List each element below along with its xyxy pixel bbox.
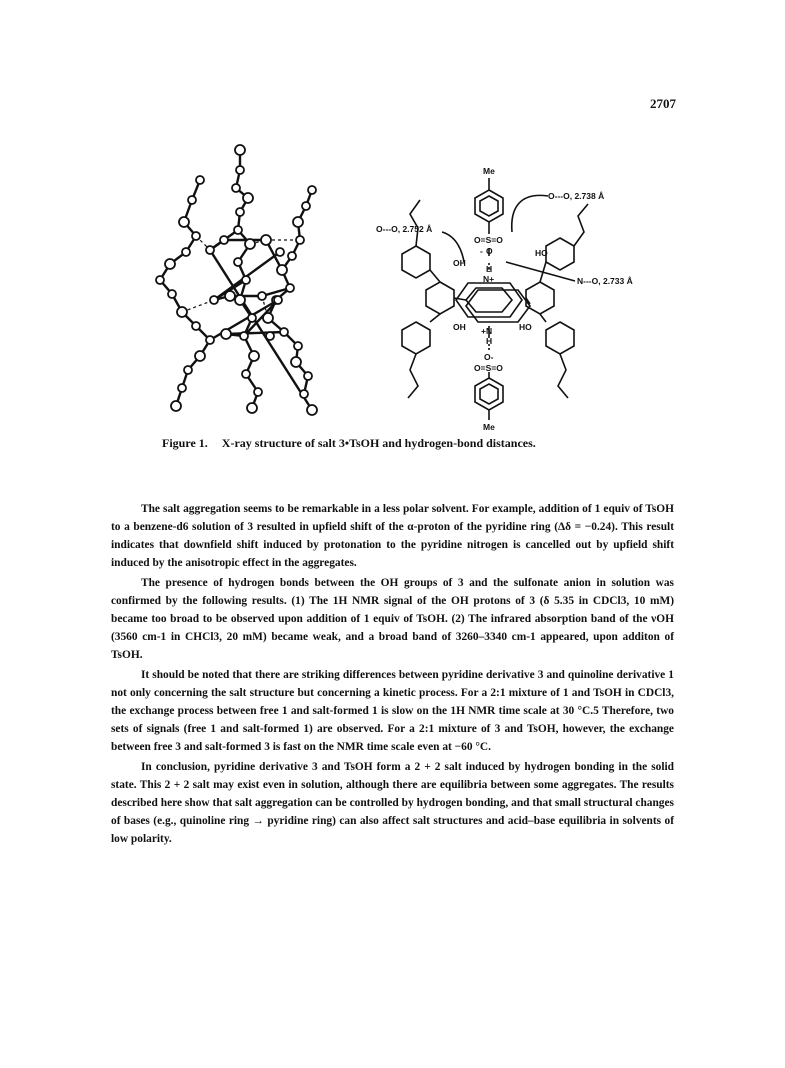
oh-label-lower-left: OH: [453, 322, 466, 332]
xray-atom: [192, 322, 200, 330]
xray-atom: [242, 276, 250, 284]
sulfonate-label-top: O=S=O: [474, 235, 503, 245]
xray-atom: [254, 388, 262, 396]
figure-caption-text: X-ray structure of salt 3•TsOH and hydrogen-bond distances.: [221, 436, 536, 450]
oo-distance-right: O---O, 2.738 Å: [548, 191, 605, 201]
xray-atom: [308, 186, 316, 194]
phenol-ring-upper-left: [402, 246, 430, 278]
xray-atom: [249, 351, 259, 361]
xray-atom: [247, 403, 257, 413]
oh-label-upper-left: OH: [453, 258, 466, 268]
xray-atom: [221, 329, 231, 339]
o-minus-top: -: [480, 246, 483, 256]
me-label-bottom: Me: [483, 422, 495, 432]
phenol-ring-lower-left: [402, 322, 430, 354]
xray-atom: [220, 236, 228, 244]
xray-atom: [300, 390, 308, 398]
pyridinium-ring-a-inner: [466, 288, 512, 312]
h-label-bottom: H: [486, 336, 493, 346]
o-minus-bottom: O-: [484, 352, 494, 362]
xray-atom: [288, 252, 296, 260]
xray-atom: [243, 193, 253, 203]
xray-atom: [307, 405, 317, 415]
xray-atom: [266, 332, 274, 340]
xray-atom: [235, 295, 245, 305]
xray-atom: [258, 292, 266, 300]
paragraph-hydrogen-bonds: The presence of hydrogen bonds between the OH groups of 3 and the sulfonate anion in solution was confirmed by the following results. (1) The 1H NMR signal of the OH protons of 3 (δ 5.35 in CDCl3, 10 mM) became too broad to be observed upon addition of 1 equiv of TsOH. (2) The infrared absorption band of the νOH (3560 cm-1 in CHCl3, 20 mM) became weak, and a broad band of 3260–3340 cm-1 appeared, upon additon of TsOH.: [111, 577, 674, 661]
xray-atom: [304, 372, 312, 380]
xray-atom: [248, 314, 256, 322]
xray-atom: [261, 235, 271, 245]
phenol-ring-lower-right: [546, 322, 574, 354]
xray-atom: [156, 276, 164, 284]
phenol-ring-upper-right: [546, 238, 574, 270]
xray-atom: [274, 296, 282, 304]
xray-atom: [294, 342, 302, 350]
paragraph-conclusion: In conclusion, pyridine derivative 3 and TsOH form a 2 + 2 salt induced by hydrogen bonding in the solid state. This 2 + 2 salt may exist even in solution, although there are equilibria between some aggregates. The results described here show that salt aggregation can be controlled by hydrogen bonding, and that small structural changes of bases (e.g., quinoline ring → pyridine ring) can also affect salt structures and acid–base equilibria in solvents of low polarity.: [111, 761, 674, 845]
o-label-top: O: [486, 246, 493, 256]
xray-atom: [296, 236, 304, 244]
xray-atom: [165, 259, 175, 269]
figure-1: [0, 0, 785, 470]
xray-atom: [196, 176, 204, 184]
xray-atom: [245, 239, 255, 249]
xray-atom: [236, 166, 244, 174]
xray-atom: [235, 145, 245, 155]
xray-atom: [178, 384, 186, 392]
xray-atom: [232, 184, 240, 192]
n-plus-bottom: +N: [481, 326, 493, 336]
xray-atom: [179, 217, 189, 227]
xray-atom: [192, 232, 200, 240]
xray-atom: [210, 296, 218, 304]
paragraph-salt-aggregation: The salt aggregation seems to be remarkable in a less polar solvent. For example, addition of 1 equiv of TsOH to a benzene-d6 solution of 3 resulted in upfield shift of the α-proton of the pyridine ring (Δδ = −0.24). This result indicates that downfield shift induced by protonation to the pyridine nitrogen is cancelled out by upfield shift induced by the anisotropic effect in the aggregates.: [111, 503, 674, 569]
paragraph-differences: It should be noted that there are striking differences between pyridine derivative 3 and quinoline derivative 1 not only concerning the salt structure but concerning a kinetic process. For a 2:1 mixture of 1 and TsOH in CDCl3, the exchange process between free 1 and salt-formed 1 is slow on the 1H NMR time scale at 30 °C.5 Therefore, two sets of signals (free 1 and salt-formed 1) are observed. For a 2:1 mixture of 3 and TsOH, however, the exchange between free 3 and salt-formed 3 is fast on the NMR time scale even at −60 °C.: [111, 669, 674, 753]
me-label-top: Me: [483, 166, 495, 176]
ho-label-lower-right: HO: [519, 322, 532, 332]
xray-atom: [240, 332, 248, 340]
chemical-scheme-labels: [376, 166, 633, 432]
oo-distance-left: O---O, 2.752 Å: [376, 224, 433, 234]
n-plus-top: N+: [483, 274, 495, 284]
xray-atom: [184, 366, 192, 374]
xray-atom: [291, 357, 301, 367]
figure-svg: [0, 0, 785, 470]
xray-atom: [225, 291, 235, 301]
xray-atom: [195, 351, 205, 361]
aryl-ring-left: [426, 282, 454, 314]
xray-atom: [286, 284, 294, 292]
xray-atom: [276, 248, 284, 256]
aryl-ring-right: [526, 282, 554, 314]
xray-atom: [206, 246, 214, 254]
xray-atom: [171, 401, 181, 411]
sulfonate-label-bottom: O=S=O: [474, 363, 503, 373]
xray-atoms: [156, 145, 317, 415]
tolyl-ring-bottom-inner: [480, 384, 498, 404]
figure-caption-label: Figure 1.: [162, 436, 208, 450]
xray-atom: [236, 208, 244, 216]
xray-atom: [242, 370, 250, 378]
xray-atom: [302, 202, 310, 210]
xray-atom: [234, 258, 242, 266]
figure-caption: [162, 436, 642, 451]
xray-atom: [168, 290, 176, 298]
hbond-arrow-oo-right: [512, 195, 548, 232]
xray-atom: [263, 313, 273, 323]
xray-atom: [206, 336, 214, 344]
xray-atom: [280, 328, 288, 336]
h-label-top: H: [486, 264, 493, 274]
tolyl-ring-top-inner: [480, 196, 498, 216]
chemical-scheme: [402, 178, 588, 420]
xray-atom: [177, 307, 187, 317]
xray-atom: [277, 265, 287, 275]
page-number: 2707: [650, 96, 676, 111]
xray-atom: [293, 217, 303, 227]
xray-atom: [188, 196, 196, 204]
xray-atom: [234, 226, 242, 234]
no-distance: N---O, 2.733 Å: [577, 276, 633, 286]
ho-label-upper-right: HO: [535, 248, 548, 258]
xray-atom: [182, 248, 190, 256]
body-text: [111, 500, 674, 850]
